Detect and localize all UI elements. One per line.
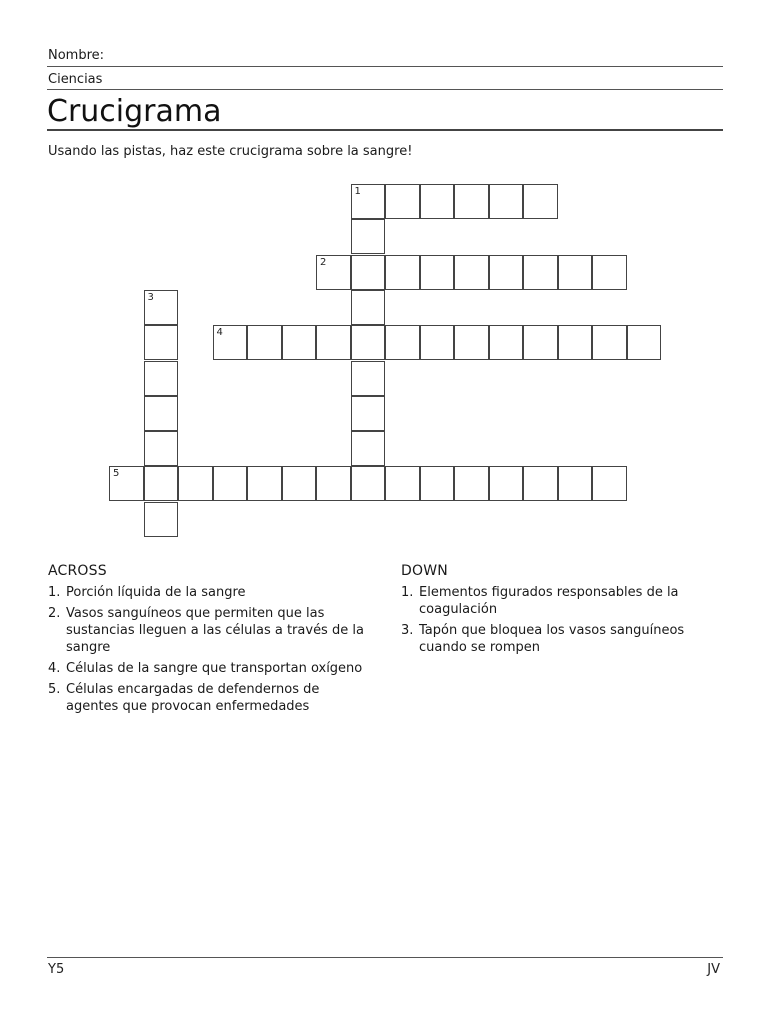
crossword-cell[interactable] <box>282 466 317 501</box>
crossword-cell[interactable] <box>144 325 179 360</box>
down-heading: DOWN <box>401 563 448 579</box>
crossword-cell[interactable] <box>454 325 489 360</box>
crossword-cell[interactable] <box>592 255 627 290</box>
crossword-cell[interactable] <box>523 466 558 501</box>
across-clues <box>48 563 368 719</box>
crossword-cell[interactable] <box>385 255 420 290</box>
page-title: Crucigrama <box>47 94 222 129</box>
across-heading: ACROSS <box>48 563 107 579</box>
clue-text: Porción líquida de la sangre <box>66 585 246 600</box>
footer-left: Y5 <box>48 962 65 977</box>
clue-across-5 <box>48 681 368 715</box>
crossword-cell[interactable] <box>489 466 524 501</box>
clue-across-2 <box>48 605 368 656</box>
crossword-cell[interactable] <box>316 466 351 501</box>
crossword-cell[interactable] <box>454 466 489 501</box>
crossword-cell[interactable] <box>420 184 455 219</box>
clue-number: 1. <box>48 585 61 600</box>
crossword-cell[interactable] <box>385 325 420 360</box>
cell-number: 1 <box>354 186 361 197</box>
crossword-cell[interactable] <box>144 290 179 325</box>
crossword-cell[interactable] <box>213 466 248 501</box>
crossword-cell[interactable] <box>213 325 248 360</box>
crossword-cell[interactable] <box>316 255 351 290</box>
crossword-cell[interactable] <box>351 255 386 290</box>
crossword-cell[interactable] <box>558 255 593 290</box>
crossword-cell[interactable] <box>351 325 386 360</box>
crossword-cell[interactable] <box>144 431 179 466</box>
crossword-cell[interactable] <box>247 325 282 360</box>
crossword-cell[interactable] <box>178 466 213 501</box>
crossword-cell[interactable] <box>523 184 558 219</box>
crossword-cell[interactable] <box>627 325 662 360</box>
crossword-cell[interactable] <box>247 466 282 501</box>
crossword-cell[interactable] <box>592 325 627 360</box>
crossword-cell[interactable] <box>385 466 420 501</box>
clue-text: Vasos sanguíneos que permiten que las sustancias lleguen a las células a través de la sangre <box>66 606 364 655</box>
crossword-cell[interactable] <box>489 184 524 219</box>
crossword-cell[interactable] <box>558 466 593 501</box>
crossword-cell[interactable] <box>351 396 386 431</box>
cell-number: 2 <box>320 256 327 268</box>
subject-label: Ciencias <box>48 72 103 87</box>
clue-number: 4. <box>48 661 61 676</box>
crossword-cell[interactable] <box>144 466 179 501</box>
clue-down-1 <box>401 584 723 618</box>
crossword-cell[interactable] <box>144 396 179 431</box>
down-clues <box>401 563 723 660</box>
clue-text: Células de la sangre que transportan oxígeno <box>66 661 363 676</box>
footer-right: JV <box>707 962 720 977</box>
crossword-cell[interactable] <box>489 255 524 290</box>
crossword-cell[interactable] <box>385 184 420 219</box>
crossword-cell[interactable] <box>454 184 489 219</box>
crossword-cell[interactable] <box>420 466 455 501</box>
cell-number: 3 <box>147 291 154 303</box>
crossword-cell[interactable] <box>454 255 489 290</box>
name-label: Nombre: <box>48 48 105 63</box>
clue-across-4 <box>48 660 368 677</box>
cell-number: 4 <box>216 327 223 339</box>
crossword-cell[interactable] <box>351 184 386 219</box>
instructions: Usando las pistas, haz este crucigrama sobre la sangre! <box>48 144 413 159</box>
cell-number: 5 <box>113 468 120 480</box>
crossword-cell[interactable] <box>351 290 386 325</box>
crossword-cell[interactable] <box>523 255 558 290</box>
crossword-cell[interactable] <box>144 502 179 537</box>
crossword-cell[interactable] <box>558 325 593 360</box>
clue-across-1 <box>48 584 368 601</box>
crossword-cell[interactable] <box>420 325 455 360</box>
footer-line <box>47 957 723 958</box>
crossword-cell[interactable] <box>144 361 179 396</box>
clue-number: 5. <box>48 682 61 697</box>
crossword-cell[interactable] <box>523 325 558 360</box>
clue-number: 2. <box>48 606 61 621</box>
crossword-cell[interactable] <box>489 325 524 360</box>
crossword-cell[interactable] <box>351 361 386 396</box>
clue-text: Tapón que bloquea los vasos sanguíneos cuando se rompen <box>419 623 685 655</box>
crossword-cell[interactable] <box>109 466 144 501</box>
clue-number: 1. <box>401 585 414 600</box>
crossword-cell[interactable] <box>316 325 351 360</box>
crossword-cell[interactable] <box>282 325 317 360</box>
clue-down-3 <box>401 622 723 656</box>
crossword-cell[interactable] <box>351 219 386 254</box>
crossword-cell[interactable] <box>592 466 627 501</box>
clue-text: Células encargadas de defendernos de agentes que provocan enfermedades <box>66 682 320 714</box>
crossword-cell[interactable] <box>351 466 386 501</box>
crossword-cell[interactable] <box>420 255 455 290</box>
crossword-cell[interactable] <box>351 431 386 466</box>
clue-number: 3. <box>401 623 414 638</box>
clue-text: Elementos figurados responsables de la coagulación <box>419 585 679 617</box>
